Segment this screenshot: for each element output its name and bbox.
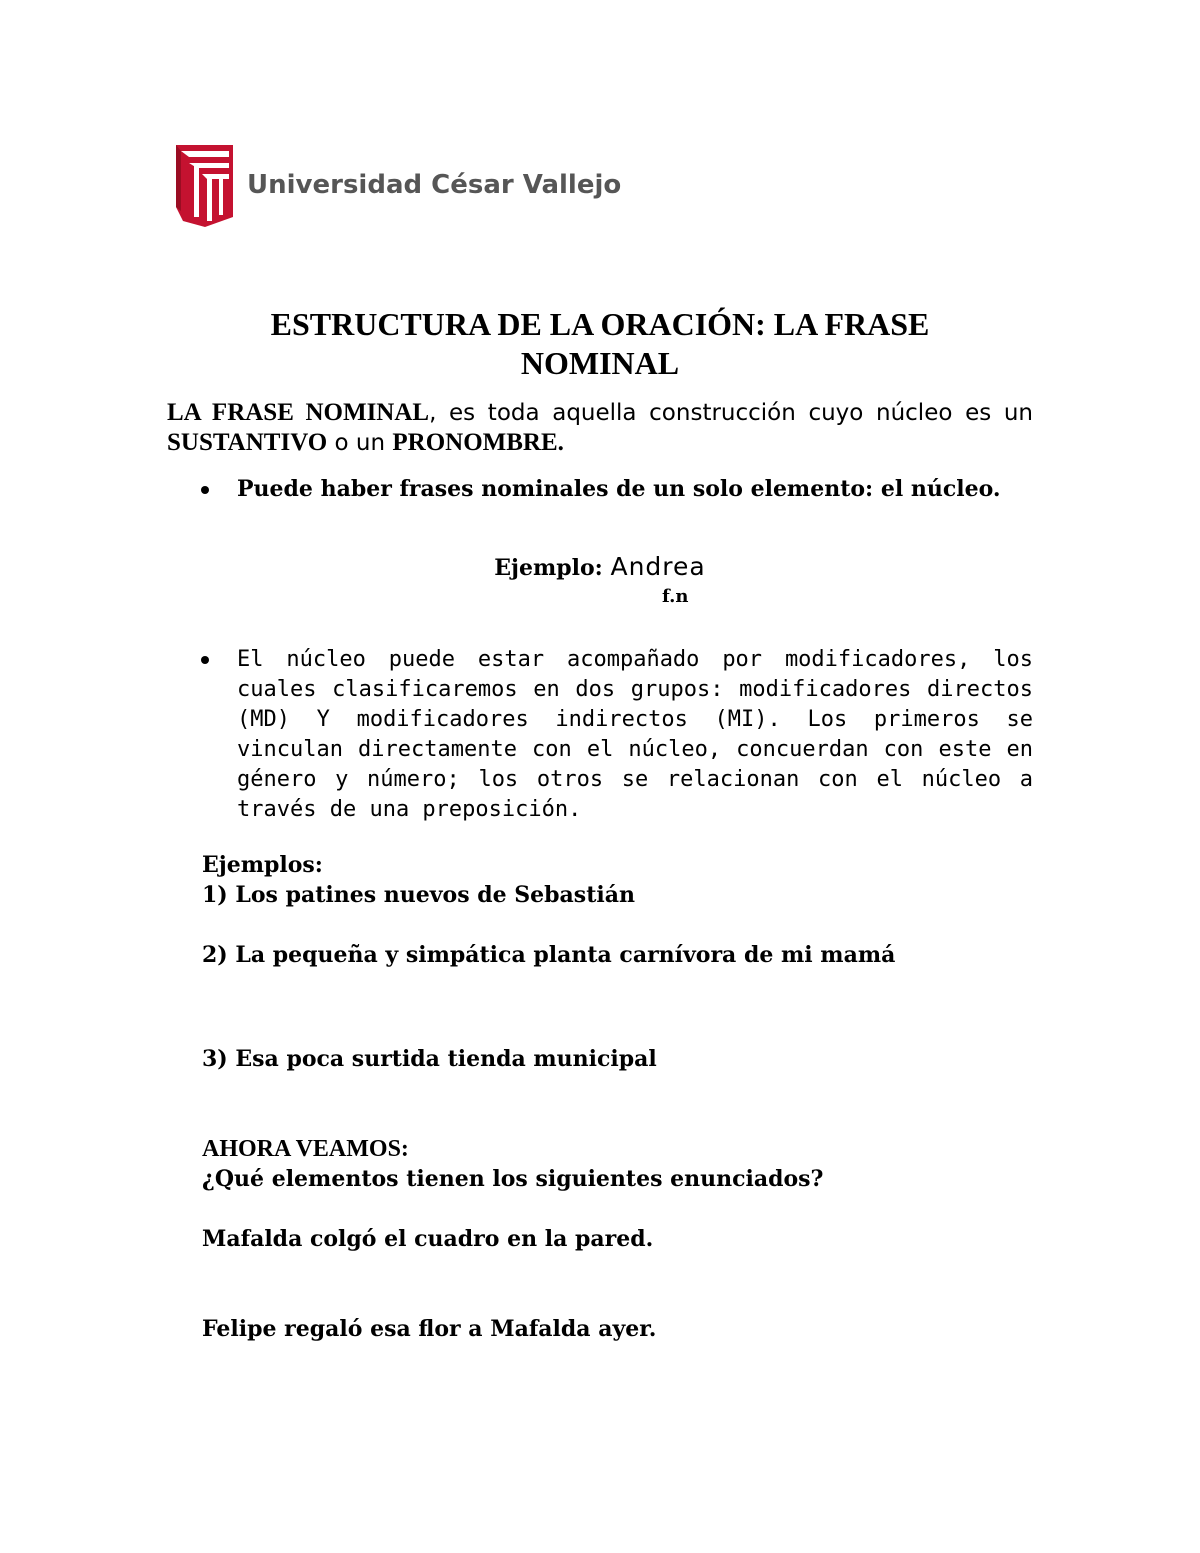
- bullet-icon: [201, 486, 209, 494]
- exercise-sentence: Mafalda colgó el cuadro en la pared.: [202, 1226, 654, 1252]
- bullet-item-modifiers: El núcleo puede estar acompañado por modificadores, los cuales clasificaremos en dos grupos: modificadores directos (MD) Y modificadores indirectos (MI). Los primeros se vinculan directamente con el núcleo, concuerdan con este en género y número; los otros se relacionan con el núcleo a través de una preposición.: [237, 647, 1033, 822]
- example-tag: f.n: [662, 586, 689, 607]
- examples-heading: Ejemplos:: [202, 852, 323, 878]
- university-name: Universidad César Vallejo: [247, 170, 622, 200]
- example-line: [0, 552, 1200, 581]
- intro-conjunction: o un: [327, 430, 393, 456]
- intro-term: LA FRASE NOMINAL: [167, 399, 430, 426]
- exercise-sentence: Felipe regaló esa flor a Mafalda ayer.: [202, 1316, 657, 1342]
- bullet-icon: [201, 656, 209, 664]
- page-title: ESTRUCTURA DE LA ORACIÓN: LA FRASE NOMINAL: [270, 306, 930, 381]
- intro-paragraph: [167, 398, 1033, 458]
- university-logo: [175, 145, 622, 227]
- example-label: Ejemplo:: [494, 555, 611, 581]
- bullet-item-single-element: Puede haber frases nominales de un solo elemento: el núcleo.: [237, 476, 1001, 502]
- section-heading: AHORA VEAMOS:: [202, 1136, 409, 1162]
- example-item: 3) Esa poca surtida tienda municipal: [202, 1046, 657, 1072]
- intro-pronoun: PRONOMBRE.: [392, 429, 564, 456]
- intro-noun: SUSTANTIVO: [167, 429, 328, 456]
- example-item: 2) La pequeña y simpática planta carnívora de mi mamá: [202, 942, 896, 968]
- shield-logo-icon: [175, 145, 237, 227]
- example-word: Andrea: [610, 552, 706, 581]
- intro-text: , es toda aquella construcción cuyo núcleo es un: [429, 400, 1033, 426]
- question-text: ¿Qué elementos tienen los siguientes enunciados?: [202, 1166, 824, 1192]
- example-item: 1) Los patines nuevos de Sebastián: [202, 882, 635, 908]
